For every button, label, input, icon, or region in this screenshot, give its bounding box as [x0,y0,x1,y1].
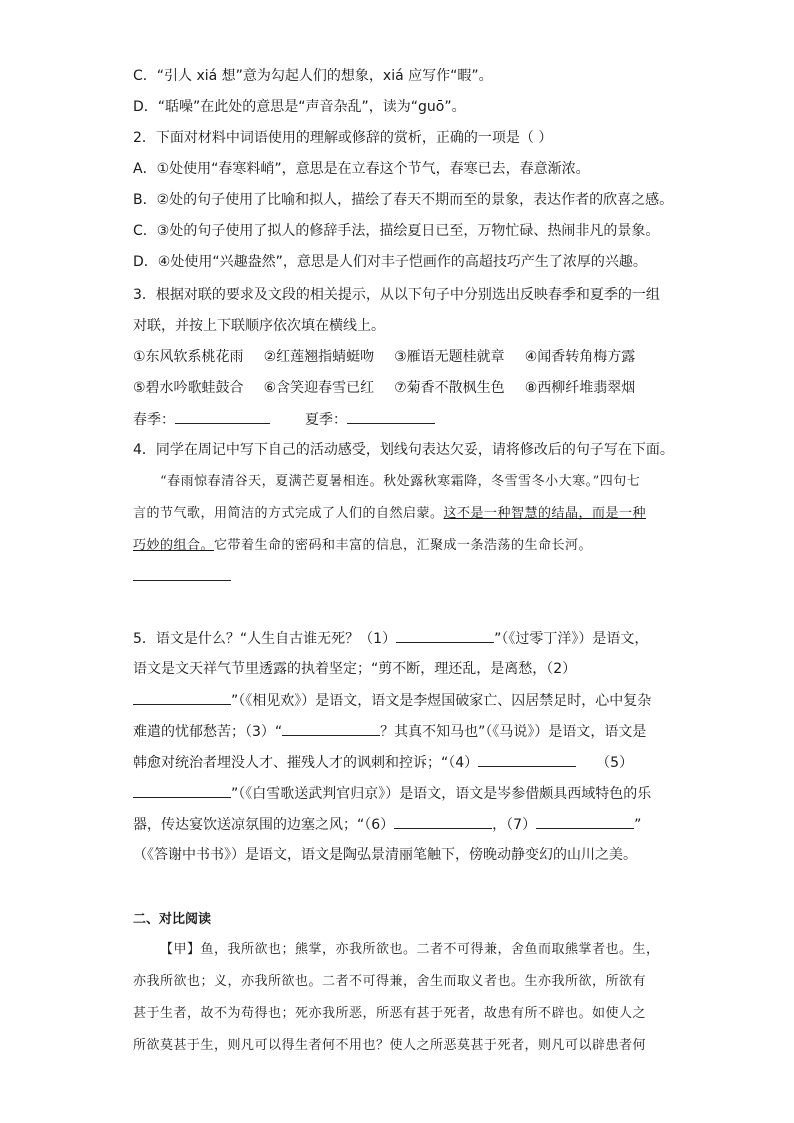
q4-stem: 4．同学在周记中写下自己的活动感受，划线句表达欠妥，请将修改后的句子写在下面。 [133,442,674,458]
q5-line3 [133,690,651,711]
underlined-sentence: 这不是一种智慧的结晶，而是一种 [443,506,647,521]
q5-text: ，（7） [492,817,537,833]
q4-passage-line3 [133,536,592,556]
q5-text: ”（《白雪歌送武判官归京》）是语文，语文是岑参借颇具西域特色的乐 [231,786,652,802]
q2-option-a: A．①处使用“春寒料峭”，意思是在立春这个节气，春寒已去，春意渐浓。 [133,161,590,177]
answer-blank-7[interactable] [536,814,634,829]
q5-text: （5） [596,755,634,771]
couplet-option: ⑥含笑迎春雪已红 [263,380,375,396]
reading-passage-line4: 所欲莫甚于生，则凡可以得生者何不用也？使人之所恶莫甚于死者，则凡可以辟患者何 [133,1038,647,1053]
q5-line2: 语文是文天祥气节里透露的执着坚定；“剪不断，理还乱，是离愁，（2） [133,661,577,677]
q2-option-b: B．②处的句子使用了比喻和拟人，描绘了春天不期而至的景象，表达作者的欣喜之感。 [133,192,674,208]
couplet-row-2 [133,378,655,398]
q5-text: ？其真不知马也”（《马说》）是语文，语文是 [380,724,647,740]
q4-passage-line2 [133,504,646,524]
q5-line4 [133,721,646,742]
q2-stem: 2．下面对材料中词语使用的理解或修辞的赏析，正确的一项是（ ） [133,130,553,146]
q3-stem-line1: 3．根据对联的要求及文段的相关提示，从以下句子中分别选出反映春季和夏季的一组 [133,287,660,303]
reading-passage-line3: 甚于生者，故不为苟得也；死亦我所恶，所恶有甚于死者，故患有所不辟也。如使人之 [133,1006,647,1021]
q5-text: ”（《过零丁洋》）是语文， [494,631,649,647]
answer-blank-3[interactable] [282,721,380,736]
spring-label: 春季： [133,412,175,428]
q1-option-d: D．“聒噪”在此处的意思是“声音杂乱”，读为“guō”。 [133,99,466,115]
reading-passage-line1: 【甲】鱼，我所欲也；熊掌，亦我所欲也。二者不可得兼，舍鱼而取熊掌者也。生， [160,942,660,957]
q5-text: ” [634,817,642,833]
q2-option-c: C．③处的句子使用了拟人的修辞手法，描绘夏日已至，万物忙碌、热闹非凡的景象。 [133,223,660,239]
q5-text: 器，传达宴饮送凉氛围的边塞之风；“（6） [133,817,395,833]
q1-option-c: C．“引人 xiá 想”意为勾起人们的想象，xiá 应写作“暇”。 [133,68,493,84]
couplet-option: ③雁语无题桂就章 [394,349,505,365]
q5-text: 5．语文是什么？“人生自古谁无死？（1） [133,631,397,647]
q5-text: 韩愈对统治者埋没人才、摧残人才的讽刺和控诉；“（4） [133,755,479,771]
q4-answer-blank[interactable] [133,580,231,581]
summer-answer-blank[interactable] [347,409,435,424]
spring-answer-blank[interactable] [175,409,270,424]
couplet-option: ④闻香转角梅方露 [524,349,636,365]
couplet-option: ①东风软系桃花雨 [133,349,244,365]
q5-line1 [133,628,648,649]
summer-label: 夏季： [305,412,347,428]
q5-text: ”（《相见欢》）是语文，语文是李煜国破家亡、囚居禁足时，心中复杂 [231,693,652,709]
passage-text: 言的节气歌，用简洁的方式完成了人们的自然启蒙。 [133,506,444,521]
answer-blank-2[interactable] [133,690,231,705]
q5-line5 [133,752,633,773]
q5-line7 [133,814,641,835]
couplet-option: ②红莲翘指蜻蜓吻 [263,349,375,365]
underlined-sentence-end: 巧妙的组合。 [133,538,215,553]
couplet-option: ⑤碧水吟歌蛙鼓合 [133,380,244,396]
couplet-option: ⑦菊香不散枫生色 [394,380,505,396]
answer-blank-5[interactable] [133,783,231,798]
q5-line8: （《答谢中书书》）是语文，语文是陶弘景清丽笔触下，傍晚动静变幻的山川之美。 [133,847,637,863]
answer-blank-6[interactable] [394,814,492,829]
reading-passage-line2: 亦我所欲也；义，亦我所欲也。二者不可得兼，舍生而取义者也。生亦我所欲，所欲有 [133,974,647,989]
passage-text: 它带着生命的密码和丰富的信息，汇聚成一条浩荡的生命长河。 [214,538,593,553]
answer-blank-1[interactable] [396,628,494,643]
q4-passage-line1: “春雨惊春清谷天，夏满芒夏暑相连。秋处露秋寒霜降，冬雪雪冬小大寒。”四句七 [160,474,641,489]
section-title: 二、对比阅读 [133,912,212,927]
q2-option-d: D．④处使用“兴趣盎然”，意思是人们对丰子恺画作的高超技巧产生了浓厚的兴趣。 [133,254,647,270]
q5-line6 [133,783,651,804]
q3-answer-row [133,409,435,430]
couplet-option: ⑧西柳纤堆翡翠烟 [524,380,636,396]
answer-blank-4[interactable] [478,752,576,767]
couplet-row-1 [133,347,655,367]
q5-text: 难遣的忧郁愁苦；（3）“ [133,724,283,740]
q3-stem-line2: 对联，并按上下联顺序依次填在横线上。 [133,318,385,334]
